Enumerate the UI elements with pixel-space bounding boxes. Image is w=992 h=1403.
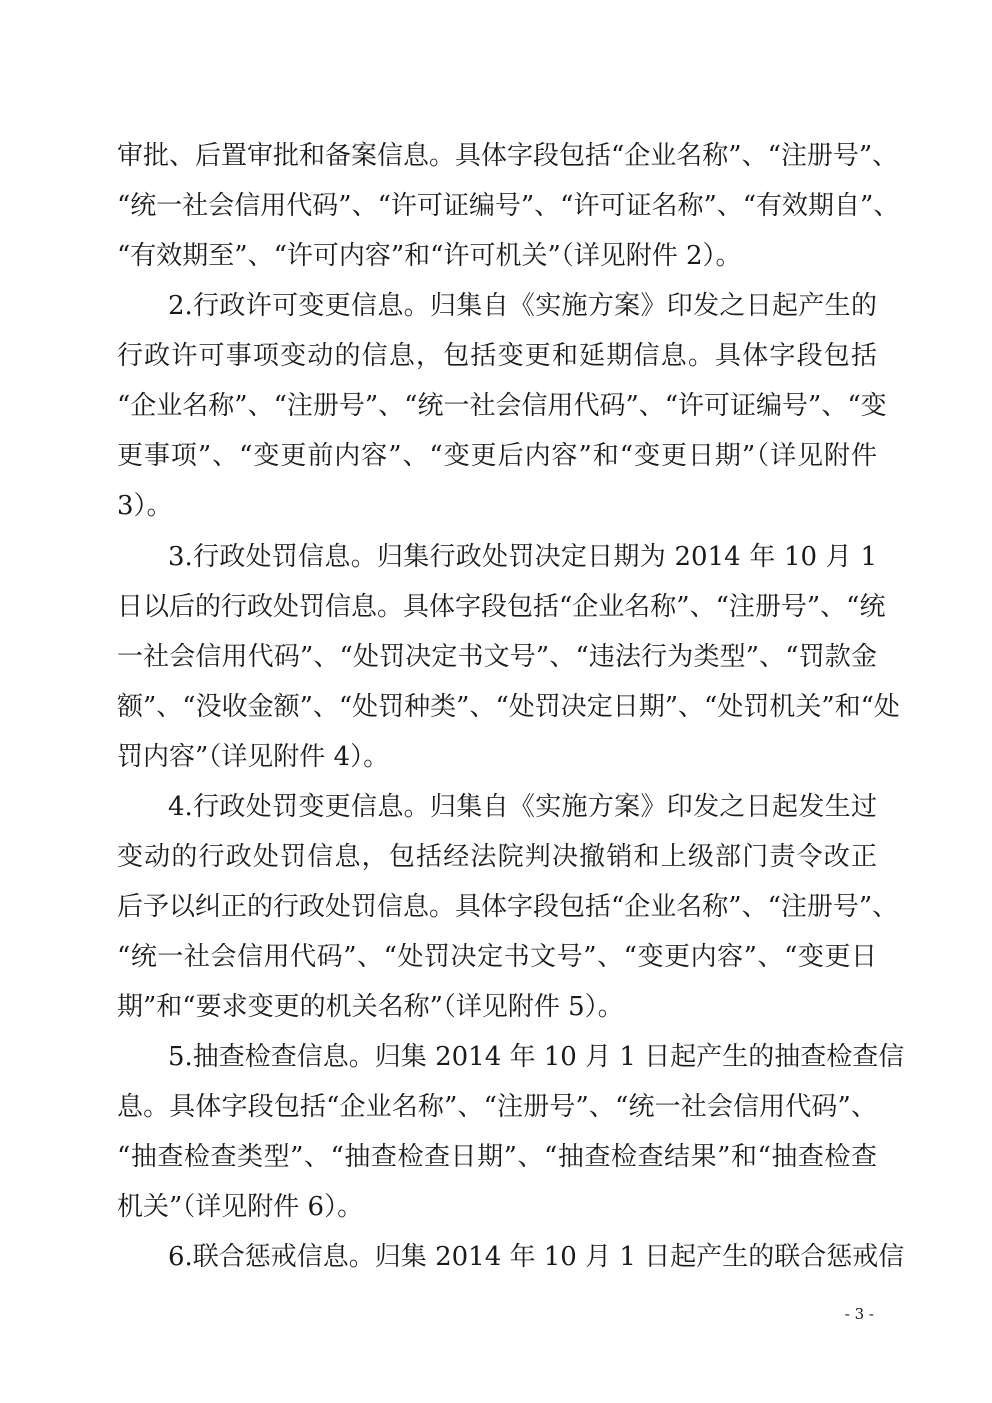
- paragraph-first-line: 6.联合惩戒信息。归集 2014 年 10 月 1 日起产生的联合惩戒信: [168, 1242, 905, 1272]
- paragraph-first-line: 3.行政处罚信息。归集行政处罚决定日期为 2014 年 10 月 1: [168, 542, 877, 572]
- text-line: 后予以纠正的行政处罚信息。具体字段包括“企业名称”、“注册号”、: [117, 892, 899, 922]
- text-line: 3）。: [117, 491, 173, 521]
- text-line: 日以后的行政处罚信息。具体字段包括“企业名称”、“注册号”、“统: [117, 592, 886, 622]
- text-line: 机关”（详见附件 6）。: [117, 1192, 364, 1222]
- text-line: 罚内容”（详见附件 4）。: [117, 742, 390, 772]
- text-line: “有效期至”、“许可内容”和“许可机关”（详见附件 2）。: [117, 241, 742, 271]
- text-line: 变动的行政处罚信息，包括经法院判决撤销和上级部门责令改正: [117, 842, 877, 872]
- text-line: 一社会信用代码”、“处罚决定书文号”、“违法行为类型”、“罚款金: [117, 642, 877, 672]
- page-number: - 3 -: [844, 1305, 874, 1323]
- text-line: 额”、“没收金额”、“处罚种类”、“处罚决定日期”、“处罚机关”和“处: [117, 692, 900, 722]
- text-line: 息。具体字段包括“企业名称”、“注册号”、“统一社会信用代码”、: [117, 1092, 877, 1122]
- paragraph-first-line: 5.抽查检查信息。归集 2014 年 10 月 1 日起产生的抽查检查信: [168, 1042, 905, 1072]
- text-line: “企业名称”、“注册号”、“统一社会信用代码”、“许可证编号”、“变: [117, 391, 887, 421]
- text-line: 更事项”、“变更前内容”、“变更后内容”和“变更日期”（详见附件: [117, 441, 877, 471]
- text-line: 期”和“要求变更的机关名称”（详见附件 5）。: [117, 992, 624, 1022]
- paragraph-first-line: 2.行政许可变更信息。归集自《实施方案》印发之日起产生的: [168, 291, 877, 321]
- paragraph-first-line: 4.行政处罚变更信息。归集自《实施方案》印发之日起发生过: [168, 792, 877, 822]
- text-line: 审批、后置审批和备案信息。具体字段包括“企业名称”、“注册号”、: [117, 141, 899, 171]
- text-line: “抽查检查类型”、“抽查检查日期”、“抽查检查结果”和“抽查检查: [117, 1142, 877, 1172]
- text-line: 行政许可事项变动的信息，包括变更和延期信息。具体字段包括: [117, 341, 877, 371]
- text-line: “统一社会信用代码”、“许可证编号”、“许可证名称”、“有效期自”、: [117, 191, 900, 221]
- text-line: “统一社会信用代码”、“处罚决定书文号”、“变更内容”、“变更日: [117, 942, 877, 972]
